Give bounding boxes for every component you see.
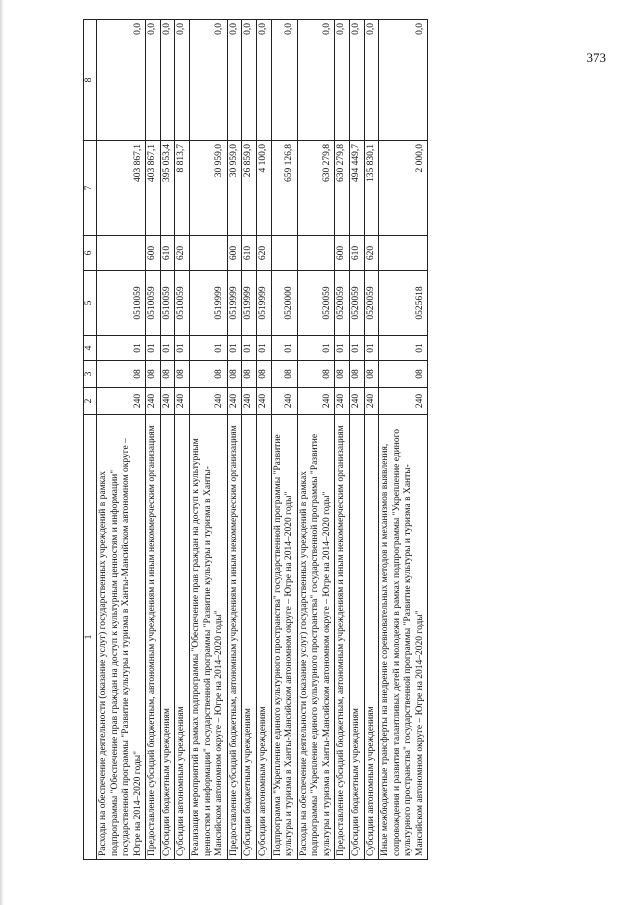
- cell-subventions: 0,0: [364, 20, 379, 141]
- table-row: [297, 20, 335, 860]
- cell-amount: 403 867,1: [97, 141, 146, 236]
- cell-expense-type: [97, 236, 146, 271]
- cell-target: 0519999: [227, 271, 242, 336]
- cell-name: Субсидии бюджетным учреждениям: [242, 415, 257, 860]
- cell-amount: 30 959,0: [190, 141, 228, 236]
- cell-target: 0510059: [160, 271, 175, 336]
- cell-ministry: 240: [349, 388, 364, 415]
- table-row: [335, 20, 350, 860]
- cell-subsection: 01: [271, 336, 297, 361]
- table-row: [146, 20, 161, 860]
- cell-subsection: 01: [242, 336, 257, 361]
- cell-name: Расходы на обеспечение деятельности (оказание услуг) государственных учреждений в рамках подпрограммы "Обеспечение прав граждан на доступ к культурным ценностям и информации" государственной программы "Развитие культуры и туризма в Ханты-Мансийском автономном округе – Югре на 2014–2020 годы": [97, 415, 146, 860]
- cell-amount: 135 830,1: [364, 141, 379, 236]
- header-row: [84, 20, 97, 860]
- cell-subsection: 01: [190, 336, 228, 361]
- cell-target: 0519999: [256, 271, 271, 336]
- cell-subventions: 0,0: [349, 20, 364, 141]
- cell-subventions: 0,0: [297, 20, 335, 141]
- table-row: [227, 20, 242, 860]
- table-row: [349, 20, 364, 860]
- cell-amount: 659 126,8: [271, 141, 297, 236]
- cell-expense-type: [271, 236, 297, 271]
- cell-ministry: 240: [379, 388, 428, 415]
- cell-subsection: 01: [335, 336, 350, 361]
- cell-ministry: 240: [97, 388, 146, 415]
- cell-name: Расходы на обеспечение деятельности (оказание услуг) государственных учреждений в рамках подпрограммы "Укрепление единого культурного пространства" государственной программы "Развитие культуры и туризма в Ханты-Мансийском автономном округе – Югре на 2014–2020 годы": [297, 415, 335, 860]
- cell-name: Предоставление субсидий бюджетным, автономным учреждениям и иным некоммерческим организациям: [227, 415, 242, 860]
- cell-name: Субсидии автономным учреждениям: [364, 415, 379, 860]
- cell-expense-type: 620: [364, 236, 379, 271]
- cell-target: 0519999: [242, 271, 257, 336]
- scan-edge-shadow: [0, 0, 4, 905]
- table-row: [190, 20, 228, 860]
- cell-subventions: 0,0: [271, 20, 297, 141]
- cell-subventions: 0,0: [242, 20, 257, 141]
- table-row: [364, 20, 379, 860]
- table-row: [256, 20, 271, 860]
- cell-section: 08: [297, 361, 335, 388]
- header-col-subsection: 4: [84, 336, 97, 361]
- header-col-amount: 7: [84, 141, 97, 236]
- cell-target: 0520059: [297, 271, 335, 336]
- cell-name: Субсидии автономным учреждениям: [256, 415, 271, 860]
- cell-amount: 8 813,7: [175, 141, 190, 236]
- cell-subventions: 0,0: [256, 20, 271, 141]
- cell-subsection: 01: [227, 336, 242, 361]
- cell-target: 0510059: [97, 271, 146, 336]
- cell-expense-type: 620: [175, 236, 190, 271]
- cell-ministry: 240: [256, 388, 271, 415]
- cell-subventions: 0,0: [175, 20, 190, 141]
- cell-name: Реализация мероприятий в рамках подпрограммы "Обеспечение прав граждан на доступ к культурным ценностям и информации" государственной программы "Развитие культуры и туризма в Ханты-Мансийском автономном округе – Югре на 2014–2020 годы": [190, 415, 228, 860]
- cell-amount: 494 449,7: [349, 141, 364, 236]
- cell-target: 0519999: [190, 271, 228, 336]
- cell-subsection: 01: [175, 336, 190, 361]
- header-col-ministry: 2: [84, 388, 97, 415]
- cell-ministry: 240: [297, 388, 335, 415]
- cell-target: 0520000: [271, 271, 297, 336]
- cell-section: 08: [175, 361, 190, 388]
- table-row: [242, 20, 257, 860]
- cell-expense-type: 600: [146, 236, 161, 271]
- cell-subventions: 0,0: [227, 20, 242, 141]
- cell-target: 0525618: [379, 271, 428, 336]
- cell-name: Подпрограмма "Укрепление единого культурного пространства" государственной программы "Развитие культуры и туризма в Ханты-Мансийском автономном округе – Югре на 2014–2020 годы": [271, 415, 297, 860]
- cell-target: 0510059: [175, 271, 190, 336]
- cell-section: 08: [349, 361, 364, 388]
- cell-name: Субсидии автономным учреждениям: [175, 415, 190, 860]
- cell-subventions: 0,0: [379, 20, 428, 141]
- cell-target: 0520059: [335, 271, 350, 336]
- table-row: [379, 20, 428, 860]
- cell-subsection: 01: [297, 336, 335, 361]
- cell-subventions: 0,0: [160, 20, 175, 141]
- header-col-name: 1: [84, 415, 97, 860]
- cell-subsection: 01: [364, 336, 379, 361]
- cell-subventions: 0,0: [190, 20, 228, 141]
- cell-section: 08: [146, 361, 161, 388]
- cell-ministry: 240: [190, 388, 228, 415]
- cell-ministry: 240: [242, 388, 257, 415]
- cell-section: 08: [379, 361, 428, 388]
- cell-amount: 630 279,8: [297, 141, 335, 236]
- cell-ministry: 240: [146, 388, 161, 415]
- cell-subsection: 01: [160, 336, 175, 361]
- cell-amount: 403 867,1: [146, 141, 161, 236]
- cell-ministry: 240: [175, 388, 190, 415]
- cell-section: 08: [364, 361, 379, 388]
- cell-expense-type: 610: [160, 236, 175, 271]
- header-col-expense-type: 6: [84, 236, 97, 271]
- cell-name: Предоставление субсидий бюджетным, автономным учреждениям и иным некоммерческим организациям: [335, 415, 350, 860]
- page-number: 373: [586, 50, 606, 65]
- cell-section: 08: [97, 361, 146, 388]
- cell-subsection: 01: [379, 336, 428, 361]
- cell-name: Предоставление субсидий бюджетным, автономным учреждениям и иным некоммерческим организациям: [146, 415, 161, 860]
- cell-subsection: 01: [97, 336, 146, 361]
- cell-target: 0520059: [364, 271, 379, 336]
- cell-amount: 30 959,0: [227, 141, 242, 236]
- cell-expense-type: 620: [256, 236, 271, 271]
- cell-ministry: 240: [335, 388, 350, 415]
- cell-name: Иные межбюджетные трансферты на внедрение соревновательных методов и механизмов выявления, сопровождения и развития талантливых детей и молодежи в рамках подпрограммы "Укрепление единого культурного пространства" государственной программы "Развитие культуры и туризма в Ханты-Мансийском автономном округе – Югре на 2014–2020 годы": [379, 415, 428, 860]
- cell-ministry: 240: [271, 388, 297, 415]
- header-col-subventions: 8: [84, 20, 97, 141]
- cell-subventions: 0,0: [97, 20, 146, 141]
- table-row: [160, 20, 175, 860]
- cell-expense-type: 610: [349, 236, 364, 271]
- cell-section: 08: [271, 361, 297, 388]
- cell-name: Субсидии бюджетным учреждениям: [160, 415, 175, 860]
- cell-subsection: 01: [349, 336, 364, 361]
- cell-ministry: 240: [160, 388, 175, 415]
- cell-amount: 2 000,0: [379, 141, 428, 236]
- cell-subventions: 0,0: [335, 20, 350, 141]
- table-row: [175, 20, 190, 860]
- budget-table: [83, 19, 428, 860]
- cell-ministry: 240: [364, 388, 379, 415]
- cell-section: 08: [190, 361, 228, 388]
- cell-target: 0520059: [349, 271, 364, 336]
- cell-expense-type: [379, 236, 428, 271]
- table-row: [97, 20, 146, 860]
- cell-amount: 26 859,0: [242, 141, 257, 236]
- cell-amount: 4 100,0: [256, 141, 271, 236]
- cell-section: 08: [227, 361, 242, 388]
- table-row: [271, 20, 297, 860]
- cell-section: 08: [335, 361, 350, 388]
- cell-expense-type: [190, 236, 228, 271]
- cell-expense-type: [297, 236, 335, 271]
- cell-ministry: 240: [227, 388, 242, 415]
- cell-target: 0510059: [146, 271, 161, 336]
- cell-expense-type: 600: [227, 236, 242, 271]
- cell-section: 08: [256, 361, 271, 388]
- header-col-section: 3: [84, 361, 97, 388]
- cell-amount: 395 053,4: [160, 141, 175, 236]
- cell-section: 08: [160, 361, 175, 388]
- cell-subventions: 0,0: [146, 20, 161, 141]
- cell-section: 08: [242, 361, 257, 388]
- cell-name: Субсидии бюджетным учреждениям: [349, 415, 364, 860]
- header-col-target: 5: [84, 271, 97, 336]
- cell-subsection: 01: [146, 336, 161, 361]
- cell-expense-type: 600: [335, 236, 350, 271]
- cell-amount: 630 279,8: [335, 141, 350, 236]
- cell-subsection: 01: [256, 336, 271, 361]
- cell-expense-type: 610: [242, 236, 257, 271]
